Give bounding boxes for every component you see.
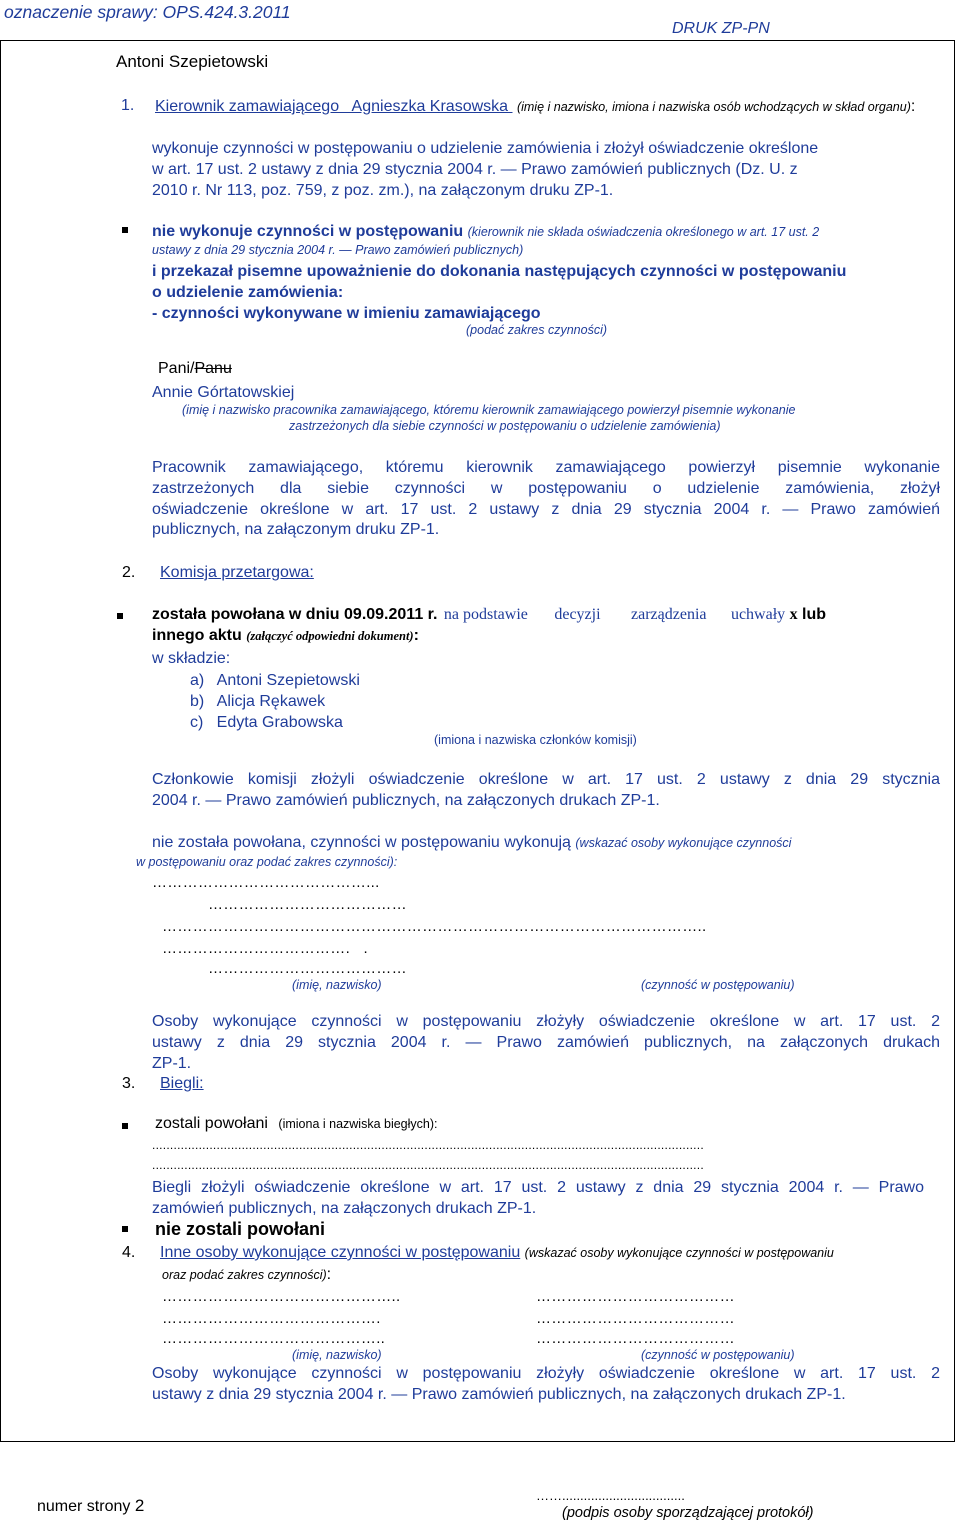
paragraph-line: Pracownik zamawiającego, któremu kierownik zamawiającego powierzył pisemnie wykonanie: [152, 459, 940, 476]
dotted-line-left: …………………………………….: [162, 1310, 381, 1327]
signature-dots: ……..................................: [536, 1488, 685, 1503]
section-1-number: 1.: [121, 97, 135, 114]
option-resolution: uchwały: [730, 606, 786, 623]
colon: :: [326, 1266, 332, 1283]
option-decision: decyzji: [554, 606, 601, 623]
panu-label: Panu: [194, 360, 232, 377]
section-1-title: Kierownik zamawiającego Agnieszka Krasowska: [155, 98, 513, 115]
appointed-text: została powołana w dniu 09.09.2011 r.: [152, 606, 438, 623]
paragraph-line: oświadczenie określone w art. 17 ust. 2 ustawy z dnia 29 stycznia 2004 r. — Prawo zamówień: [152, 500, 940, 518]
form-code: DRUK ZP-PN: [672, 20, 770, 37]
section-3-title: Biegli:: [160, 1075, 204, 1092]
paragraph-line: zastrzeżonych dla siebie czynności w postępowaniu o udzielenie zamówienia, złożył: [152, 479, 940, 497]
task-label: (czynność w postępowaniu): [641, 1348, 795, 1362]
paragraph-line: wykonuje czynności w postępowaniu o udzielenie zamówienia i złożył oświadczenie określone: [152, 140, 819, 157]
name-label: (imię, nazwisko): [292, 1348, 382, 1362]
composition-label: w składzie:: [152, 650, 231, 667]
page-value: 2: [134, 1496, 145, 1515]
members-note: (imiona i nazwiska członków komisji): [434, 733, 637, 747]
paragraph-line: ZP-1.: [152, 1054, 192, 1072]
dotted-line-right: …………………………………: [536, 1330, 735, 1347]
paragraph-line: Biegli złożyli oświadczenie określone w art. 17 ust. 2 ustawy z dnia 29 stycznia 2004 r. — Prawo: [152, 1179, 924, 1196]
indicate-note: (wskazać osoby wykonujące czynności: [575, 836, 792, 850]
dotted-line: ..........................................................................................................................................................: [152, 1138, 704, 1152]
bullet-square-icon: [122, 1226, 128, 1232]
experts-appointed-line: [155, 1115, 438, 1133]
paragraph-line: 2004 r. — Prawo zamówień publicznych, na załączonych drukach ZP-1.: [152, 791, 660, 809]
bullet-square-icon: [122, 1123, 128, 1129]
paragraph-line: Osoby wykonujące czynności w postępowaniu złożyły oświadczenie określone w art. 17 ust. 2: [152, 1013, 940, 1030]
paragraph-line: w art. 17 ust. 2 ustawy z dnia 29 stycznia 2004 r. — Prawo zamówień publicznych (Dz. U. z: [152, 160, 798, 178]
page-label: numer strony: [37, 1498, 131, 1515]
signature-label: (podpis osoby sporządzającej protokół): [562, 1505, 814, 1521]
or-label: lub: [802, 606, 827, 623]
colon: :: [413, 627, 419, 644]
paragraph-line: ustawy z dnia 29 stycznia 2004 r. — Prawo zamówień publicznych, na załączonych drukach: [152, 1033, 940, 1051]
attach-note: (załączyć odpowiedni dokument): [246, 629, 414, 643]
bullet-not-performing: [152, 222, 952, 242]
committee-appointed: [152, 605, 952, 625]
experts-not-appointed: nie zostali powołani: [155, 1219, 326, 1239]
dotted-line-right: …………………………………: [536, 1288, 735, 1305]
scope-note: (podać zakres czynności): [466, 323, 608, 337]
section-3-number: 3.: [122, 1075, 136, 1092]
section-2-title: Komisja przetargowa:: [160, 564, 314, 581]
worker-paragraph: [152, 458, 940, 541]
delegate-name: Annie Górtatowskiej: [152, 384, 295, 401]
committee-declaration: [152, 770, 940, 812]
other-act-line: [152, 627, 419, 645]
paragraph-line: 2010 r. Nr 113, poz. 759, z poz. zm.), na załączonym druku ZP-1.: [152, 181, 614, 199]
paragraph-line: Członkowie komisji złożyli oświadczenie określone w art. 17 ust. 2 ustawy z dnia 29 stycznia: [152, 771, 940, 788]
dotted-line: ………………………………. .: [162, 940, 368, 957]
page-number: [37, 1496, 144, 1516]
authorization-text: [152, 262, 952, 324]
paragraph-line: Osoby wykonujące czynności w postępowaniu złożyły oświadczenie określone w art. 17 ust. 2: [152, 1365, 940, 1382]
indicate-note-line-2: w postępowaniu oraz podać zakres czynności):: [136, 855, 398, 869]
member-c: c) Edyta Grabowska: [190, 714, 343, 731]
experts-appointed: zostali powołani: [155, 1115, 268, 1132]
not-appointed-line: [152, 834, 791, 852]
authorization-line: i przekazał pisemne upoważnienie do dokonania następujących czynności w postępowaniu: [152, 263, 847, 280]
pani-label: Pani/: [158, 360, 195, 377]
bullet-note: (kierownik nie składa oświadczenia określonego w art. 17 ust. 2: [467, 225, 820, 239]
section-4-note: (wskazać osoby wykonujące czynności w postępowaniu: [524, 1246, 834, 1260]
author-name: Antoni Szepietowski: [116, 52, 269, 71]
authorization-line: o udzielenie zamówienia:: [152, 283, 344, 301]
persons-declaration: [152, 1012, 940, 1074]
section-1-paragraph: [152, 139, 942, 201]
other-persons-declaration: [152, 1364, 940, 1406]
case-reference: oznaczenie sprawy: OPS.424.3.2011: [4, 2, 291, 22]
member-b: b) Alicja Rękawek: [190, 693, 326, 710]
section-4-note-line-2: [162, 1266, 331, 1284]
section-4-number: 4.: [122, 1244, 136, 1261]
worker-note-line-1: (imię i nazwisko pracownika zamawiającego, któremu kierownik zamawiającego powierzył pisemnie wykonanie: [182, 403, 796, 417]
section-1-note: (imię i nazwisko, imiona i nazwiska osób wchodzących w skład organu): [516, 100, 911, 114]
section-4-note-2: oraz podać zakres czynności): [162, 1268, 327, 1282]
experts-note: (imiona i nazwiska biegłych):: [278, 1117, 438, 1131]
option-ordinance: zarządzenia: [631, 606, 707, 623]
section-4-heading: [160, 1244, 950, 1262]
bullet-square-icon: [117, 613, 123, 619]
basis-label: na podstawie: [443, 606, 528, 623]
other-act: innego aktu: [152, 627, 242, 644]
task-label: (czynność w postępowaniu): [641, 978, 795, 992]
experts-declaration: [152, 1178, 924, 1220]
section-2-number: 2.: [122, 564, 136, 581]
bullet-square-icon: [122, 227, 128, 233]
dotted-line-right: …………………………………: [536, 1310, 735, 1327]
dotted-line: ..........................................................................................................................................................: [152, 1158, 704, 1172]
dotted-line-left: ………………………………………..: [162, 1288, 401, 1305]
authorization-line: - czynności wykonywane w imieniu zamawiającego: [152, 304, 541, 322]
bullet-note-line-2: ustawy z dnia 29 stycznia 2004 r. — Prawo zamówień publicznych): [152, 243, 524, 257]
section-4-title: Inne osoby wykonujące czynności w postępowaniu: [160, 1244, 521, 1261]
section-1-heading: [155, 97, 925, 117]
not-appointed-text: nie została powołana, czynności w postępowaniu wykonują: [152, 834, 571, 851]
bullet-heading: nie wykonuje czynności w postępowaniu: [152, 223, 464, 240]
dotted-line: …………………………………: [208, 896, 407, 913]
member-list: [190, 670, 360, 733]
dotted-line: …………………………………: [208, 960, 407, 977]
name-label: (imię, nazwisko): [292, 978, 382, 992]
worker-note-line-2: zastrzeżonych dla siebie czynności w postępowaniu o udzielenie zamówienia): [289, 419, 721, 433]
paragraph-line: ustawy z dnia 29 stycznia 2004 r. — Prawo zamówień publicznych, na załączonych drukach ZP-1.: [152, 1385, 846, 1403]
option-mark: x: [789, 606, 798, 623]
addressee: [158, 360, 232, 378]
member-a: a) Antoni Szepietowski: [190, 672, 360, 689]
dotted-line-left: ……………………………………..: [162, 1330, 386, 1347]
dotted-line: ……………………………………………………………………………………………..: [162, 918, 707, 935]
dotted-line: ……………………………………...: [152, 874, 380, 891]
paragraph-line: zamówień publicznych, na załączonych drukach ZP-1.: [152, 1199, 537, 1217]
colon: :: [910, 98, 916, 115]
paragraph-line: publicznych, na załączonym druku ZP-1.: [152, 521, 440, 539]
